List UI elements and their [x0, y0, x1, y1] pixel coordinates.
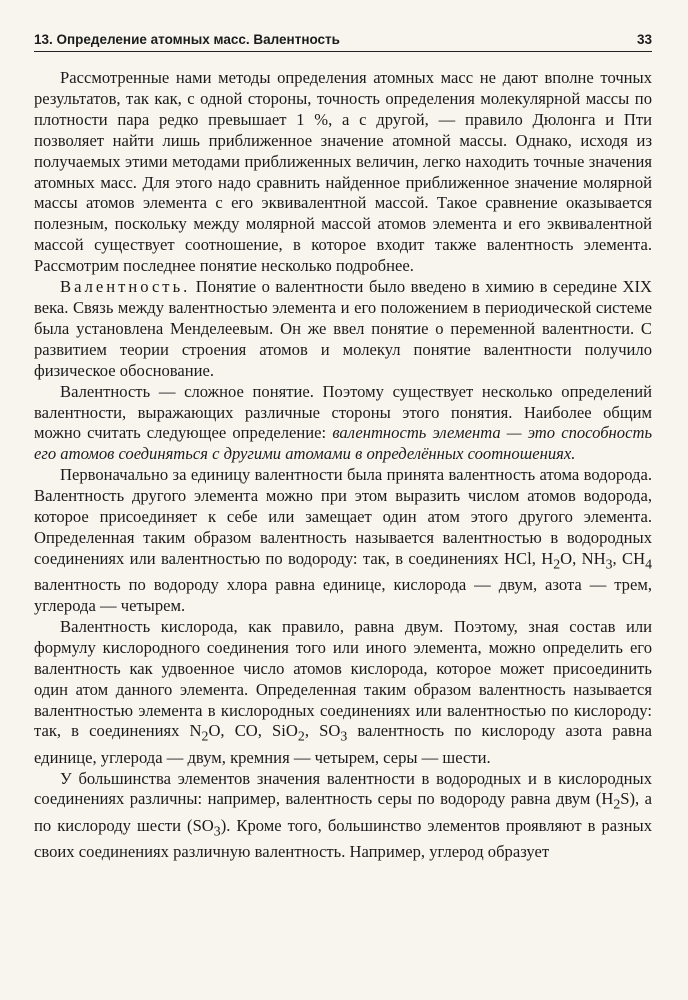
- running-title: 13. Определение атомных масс. Валентность: [34, 32, 340, 47]
- valence-heading-term: Валентность.: [60, 277, 191, 297]
- subscript: 4: [645, 556, 653, 572]
- hydrogen-valence-text: Первоначально за единицу валентности была принята валентность атома водорода. Валентность другого элемента можно при этом выразить числом атомов водорода, которое присоединяет к себе или замещает один атом этого другого элемента. Определенная таким образом валентность называется валентностью в водородных соединениях или валентностью по водороду: так, в соединениях HCl, H: [34, 465, 652, 568]
- subscript: 3: [605, 556, 613, 572]
- paragraph-hydrogen-valence: [34, 465, 652, 617]
- page-number: 33: [636, 32, 652, 47]
- paragraph-variable-valence: [34, 769, 652, 863]
- variable-valence-text: У большинства элементов значения валентности в водородных и в кислородных соединениях различны: например, валентность серы по водороду равна двум (H: [34, 768, 652, 809]
- subscript: 2: [201, 728, 209, 744]
- paragraph-valence-definition: [34, 382, 652, 466]
- definition-intro-text: Валентность — сложное понятие. Поэтому существует несколько определений валентности, выражающих различные стороны этого понятия. Наиболее общим можно считать следующее определение:: [34, 381, 652, 443]
- subscript: 2: [553, 556, 561, 572]
- variable-valence-text: ). Кроме того, большинство элементов проявляют в разных своих соединениях различную валентность. Например, углерод образует: [34, 815, 653, 861]
- subscript: 2: [297, 728, 305, 744]
- oxygen-valence-text: , SO: [304, 721, 341, 741]
- paragraph-atomic-mass-methods: Рассмотренные нами методы определения атомных масс не дают вполне точных результатов, так как, с одной стороны, точность определения молекулярной массы по плотности пара редко превышает 1 %, а с другой, — правило Дюлонга и Пти позволяет найти лишь приближенное значение атомной массы. Однако, исходя из получаемых этими методами приближенных величин, легко находить точные значения атомных масс. Для этого надо сравнить найденное приближенное значение молярной массы атомов элемента с его эквивалентной массой. Такое сравнение оказывается полезным, поскольку между молярной массой атомов элемента и его эквивалентной массой существует соотношение, в которое входит также валентность элемента. Рассмотрим последнее понятие несколько подробнее.: [34, 68, 652, 276]
- running-header: [34, 26, 652, 52]
- hydrogen-valence-text: валентность по водороду хлора равна единице, кислорода — двум, азота — трем, углерода — четырем.: [34, 575, 652, 615]
- hydrogen-valence-text: , CH: [612, 548, 646, 568]
- oxygen-valence-text: Валентность кислорода, как правило, равна двум. Поэтому, зная состав или формулу кислородного соединения того или иного элемента, можно определить его валентность как удвоенное число атомов кислорода, которое может присоединить один атом данного элемента. Определенная таким образом валентность называется валентностью элемента в кислородных соединениях или валентностью по кислороду: так, в соединениях N: [34, 616, 652, 741]
- valence-definition: валентность элемента — это способность его атомов соединяться с другими атомами в определённых соотношениях.: [34, 423, 652, 464]
- variable-valence-text: S), а по кислороду шести (SO: [34, 789, 652, 835]
- paragraph-valence-history: [34, 277, 652, 382]
- valence-history-text: Понятие о валентности было введено в химию в середине XIX века. Связь между валентностью элемента и его положением в периодической системе была установлена Менделеевым. Он же ввел понятие о переменной валентности. С развитием теории строения атомов и молекул понятие валентности получило физическое обоснование.: [34, 277, 652, 380]
- hydrogen-valence-text: O, NH: [560, 548, 606, 568]
- subscript: 2: [613, 796, 621, 812]
- subscript: 3: [213, 822, 221, 838]
- oxygen-valence-text: O, CO, SiO: [208, 721, 298, 741]
- page-body: [34, 68, 652, 863]
- paragraph-oxygen-valence: [34, 617, 652, 769]
- subscript: 3: [340, 728, 348, 744]
- oxygen-valence-text: валентность по кислороду азота равна единице, углерода — двум, кремния — четырем, серы — шести.: [34, 721, 652, 767]
